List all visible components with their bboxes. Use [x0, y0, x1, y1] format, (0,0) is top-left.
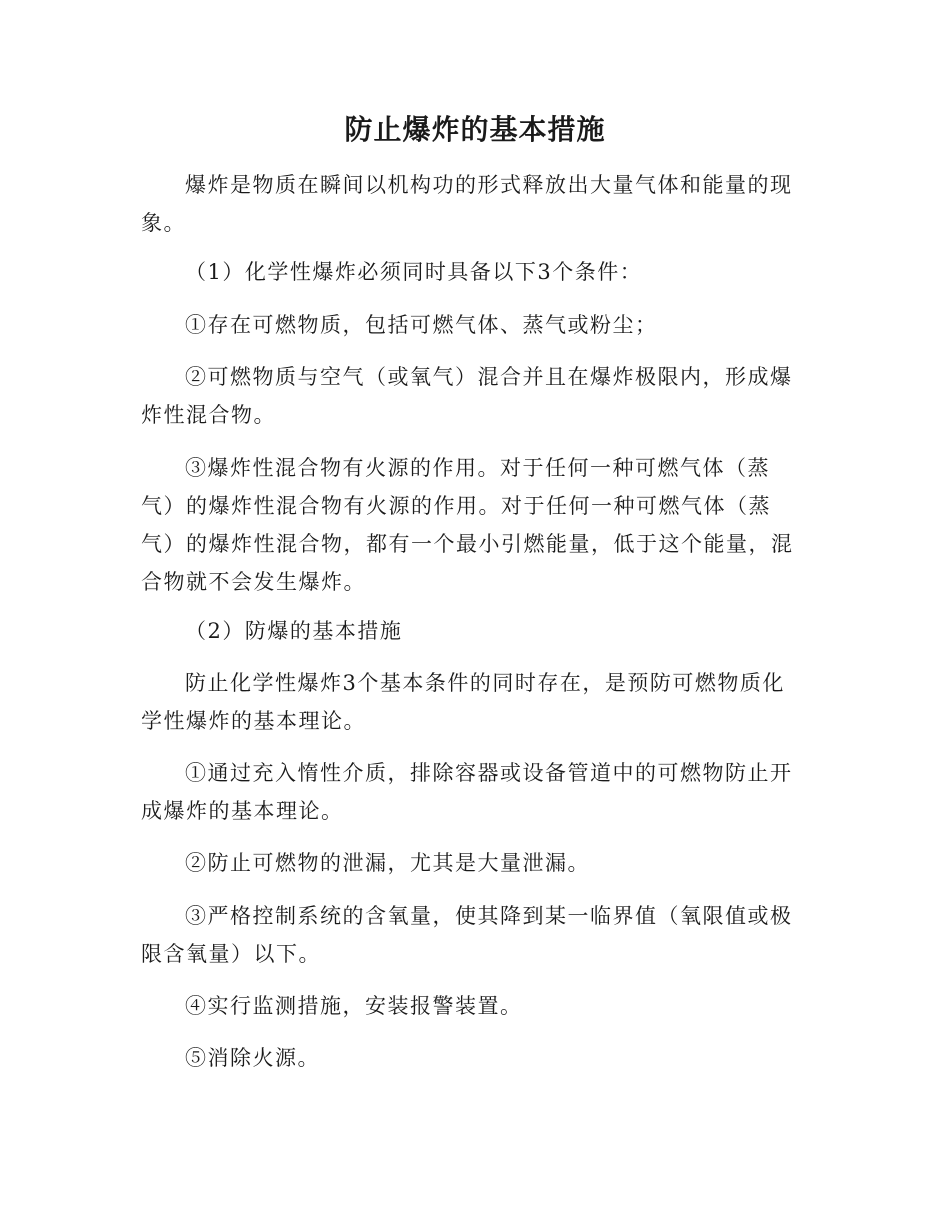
document-title: 防止爆炸的基本措施 [344, 113, 606, 146]
paragraph-section-1-heading: （1）化学性爆炸必须同时具备以下3个条件： [185, 260, 643, 284]
paragraph-measure-2: ②防止可燃物的泄漏，尤其是大量泄漏。 [185, 851, 590, 875]
paragraph-condition-2: ②可燃物质与空气（或氧气）混合并且在爆炸极限内，形成爆炸性混合物。 [141, 365, 793, 427]
paragraph-measure-4: ④实行监测措施，安装报警装置。 [185, 994, 523, 1018]
paragraph-section-2-heading: （2）防爆的基本措施 [185, 619, 403, 643]
paragraph-measure-3: ③严格控制系统的含氧量，使其降到某一临界值（氧限值或极限含氧量）以下。 [141, 904, 793, 966]
paragraph-measure-1: ①通过充入惰性介质，排除容器或设备管道中的可燃物防止开成爆炸的基本理论。 [141, 761, 793, 823]
paragraph-condition-3: ③爆炸性混合物有火源的作用。对于任何一种可燃气体（蒸气）的爆炸性混合物有火源的作用。对于任何一种可燃气体（蒸气）的爆炸性混合物，都有一个最小引燃能量，低于这个能量，混合物就不会发生爆炸。 [141, 456, 794, 594]
paragraph-intro: 爆炸是物质在瞬间以机构功的形式释放出大量气体和能量的现象。 [141, 173, 793, 235]
paragraph-measure-5: ⑤消除火源。 [185, 1046, 320, 1070]
paragraph-condition-1: ①存在可燃物质，包括可燃气体、蒸气或粉尘； [185, 313, 658, 337]
paragraph-theory: 防止化学性爆炸3个基本条件的同时存在，是预防可燃物质化学性爆炸的基本理论。 [141, 671, 785, 733]
